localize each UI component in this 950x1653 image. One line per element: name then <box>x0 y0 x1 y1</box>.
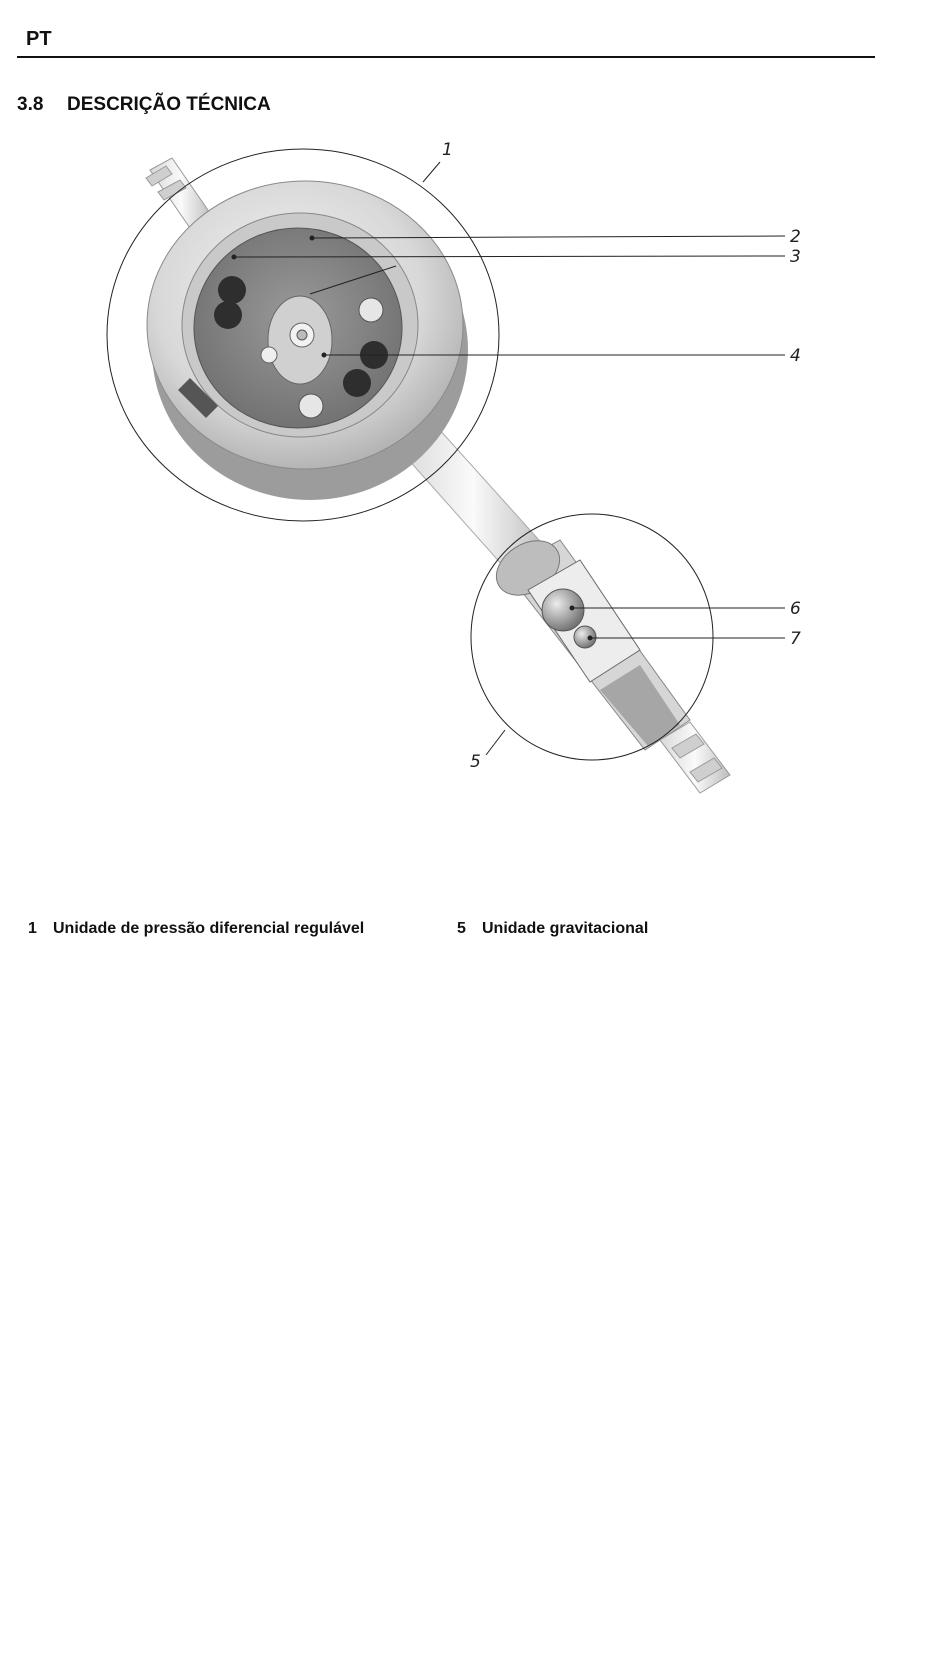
section-title: DESCRIÇÃO TÉCNICA <box>67 94 271 115</box>
section-number: 3.8 <box>17 94 44 115</box>
callout-5: 5 <box>470 752 481 772</box>
legend-number: 1 <box>28 920 37 937</box>
section-heading <box>17 94 271 116</box>
callout-4: 4 <box>790 346 801 366</box>
gravitational-unit <box>486 530 690 750</box>
callout-3: 3 <box>790 247 801 267</box>
callout-2: 2 <box>790 227 801 247</box>
legend-item <box>28 920 364 938</box>
valve-technical-illustration <box>0 130 950 850</box>
legend-item <box>457 920 648 938</box>
callout-7: 7 <box>790 629 801 649</box>
header-rule <box>17 56 875 58</box>
language-code: PT <box>26 28 52 50</box>
callout-6: 6 <box>790 599 801 619</box>
legend-number: 5 <box>457 920 466 937</box>
callout-1: 1 <box>442 140 453 160</box>
differential-pressure-unit <box>147 181 468 500</box>
legend-text: Unidade gravitacional <box>482 920 649 937</box>
legend-text: Unidade de pressão diferencial regulável <box>53 920 365 937</box>
